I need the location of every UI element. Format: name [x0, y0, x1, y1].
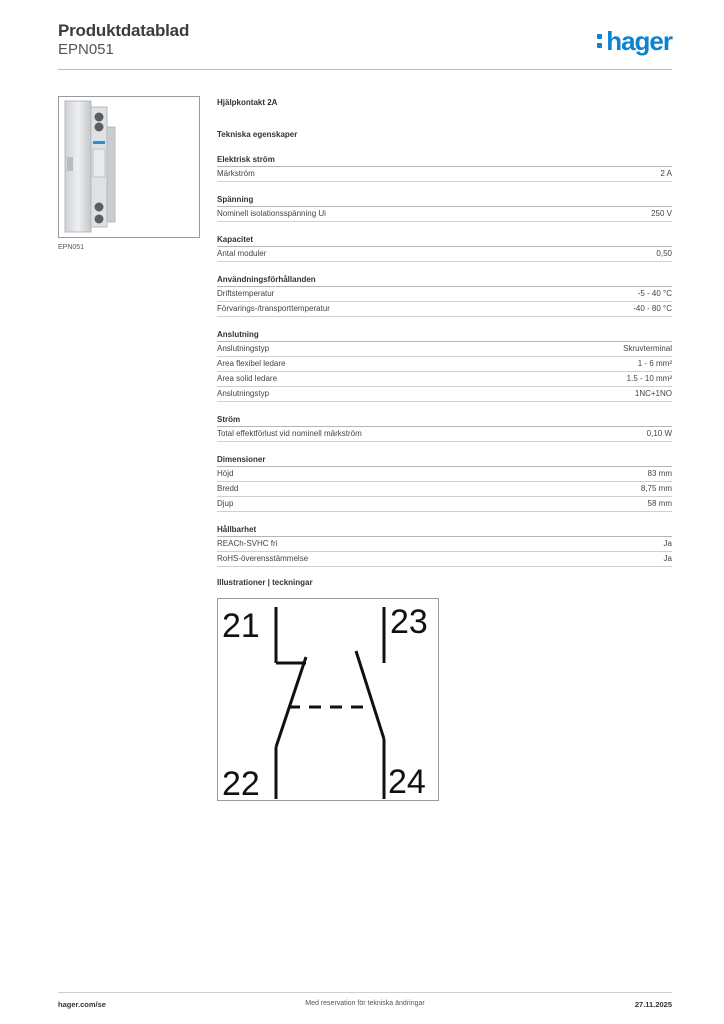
spec-group [217, 194, 672, 222]
spec-group-title: Användningsförhållanden [217, 274, 672, 287]
spec-sheet [217, 96, 672, 567]
spec-value: 1 - 6 mm² [637, 359, 672, 368]
spec-label: Area flexibel ledare [217, 359, 286, 368]
spec-row [217, 497, 672, 512]
auxiliary-contact-module-icon [59, 97, 199, 237]
spec-value: 1.5 - 10 mm² [626, 374, 672, 383]
spec-group [217, 454, 672, 512]
spec-label: Anslutningstyp [217, 344, 270, 353]
spec-group [217, 329, 672, 402]
spec-value: Ja [663, 539, 672, 548]
logo-text: hager [606, 26, 672, 56]
contact-diagram-svg [218, 599, 438, 800]
terminal-label-21: 21 [222, 607, 260, 645]
spec-group-title: Kapacitet [217, 234, 672, 247]
spec-row [217, 372, 672, 387]
spec-label: RoHS-överensstämmelse [217, 554, 309, 563]
terminal-label-22: 22 [222, 765, 260, 800]
document-footer [58, 992, 672, 1013]
spec-label: REACh-SVHC fri [217, 539, 278, 548]
spec-row [217, 357, 672, 372]
document-header [58, 21, 672, 70]
spec-row [217, 342, 672, 357]
spec-group-title: Hållbarhet [217, 524, 672, 537]
footer-website[interactable]: hager.com/se [58, 1000, 106, 1009]
no-blade [356, 651, 384, 739]
spec-group-title: Dimensioner [217, 454, 672, 467]
product-name: Hjälpkontakt 2A [217, 98, 278, 107]
spec-label: Total effektförlust vid nominell märkström [217, 429, 362, 438]
spec-row [217, 247, 672, 262]
product-image [58, 96, 200, 238]
spec-label: Höjd [217, 469, 234, 478]
spec-value: 83 mm [647, 469, 672, 478]
spec-label: Märkström [217, 169, 255, 178]
terminal-label-23: 23 [390, 603, 428, 641]
spec-row [217, 467, 672, 482]
spec-groups [217, 154, 672, 567]
spec-label: Bredd [217, 484, 239, 493]
spec-label: Antal moduler [217, 249, 267, 258]
spec-label: Nominell isolationsspänning Ui [217, 209, 326, 218]
hager-logo-dots-icon [597, 34, 602, 48]
footer-date: 27.11.2025 [634, 1000, 672, 1009]
product-reference: EPN051 [58, 41, 114, 58]
spec-value: Skruvterminal [623, 344, 672, 353]
spec-group-title: Spänning [217, 194, 672, 207]
spec-group-title: Anslutning [217, 329, 672, 342]
spec-row [217, 427, 672, 442]
spec-row [217, 302, 672, 317]
nc-blade [276, 657, 306, 747]
spec-value: 0,50 [656, 249, 672, 258]
spec-row [217, 482, 672, 497]
spec-label: Area solid ledare [217, 374, 278, 383]
section-title: Tekniska egenskaper [217, 130, 298, 139]
illustration-title: Illustrationer | teckningar [217, 578, 313, 587]
spec-row [217, 167, 672, 182]
spec-group [217, 414, 672, 442]
spec-row [217, 552, 672, 567]
spec-value: -5 - 40 °C [637, 289, 672, 298]
spec-label: Anslutningstyp [217, 389, 270, 398]
spec-row [217, 387, 672, 402]
spec-value: 250 V [651, 209, 672, 218]
spec-label: Förvarings-/transporttemperatur [217, 304, 330, 313]
spec-group [217, 524, 672, 567]
spec-row [217, 537, 672, 552]
spec-row [217, 207, 672, 222]
spec-value: 2 A [660, 169, 672, 178]
footer-disclaimer: Med reservation för tekniska ändringar [305, 1000, 425, 1007]
spec-label: Djup [217, 499, 234, 508]
brand-logo [606, 26, 672, 57]
spec-row [217, 287, 672, 302]
spec-value: 8,75 mm [640, 484, 672, 493]
spec-value: 58 mm [647, 499, 672, 508]
spec-group-title: Ström [217, 414, 672, 427]
spec-group [217, 274, 672, 317]
image-caption: EPN051 [58, 244, 85, 251]
spec-group-title: Elektrisk ström [217, 154, 672, 167]
spec-value: -40 - 80 °C [633, 304, 672, 313]
spec-value: Ja [663, 554, 672, 563]
wiring-diagram [217, 598, 439, 801]
terminal-label-24: 24 [388, 763, 426, 800]
spec-value: 1NC+1NO [634, 389, 672, 398]
spec-group [217, 234, 672, 262]
spec-group [217, 154, 672, 182]
spec-label: Driftstemperatur [217, 289, 275, 298]
spec-value: 0,10 W [646, 429, 672, 438]
document-title: Produktdatablad [58, 21, 190, 40]
